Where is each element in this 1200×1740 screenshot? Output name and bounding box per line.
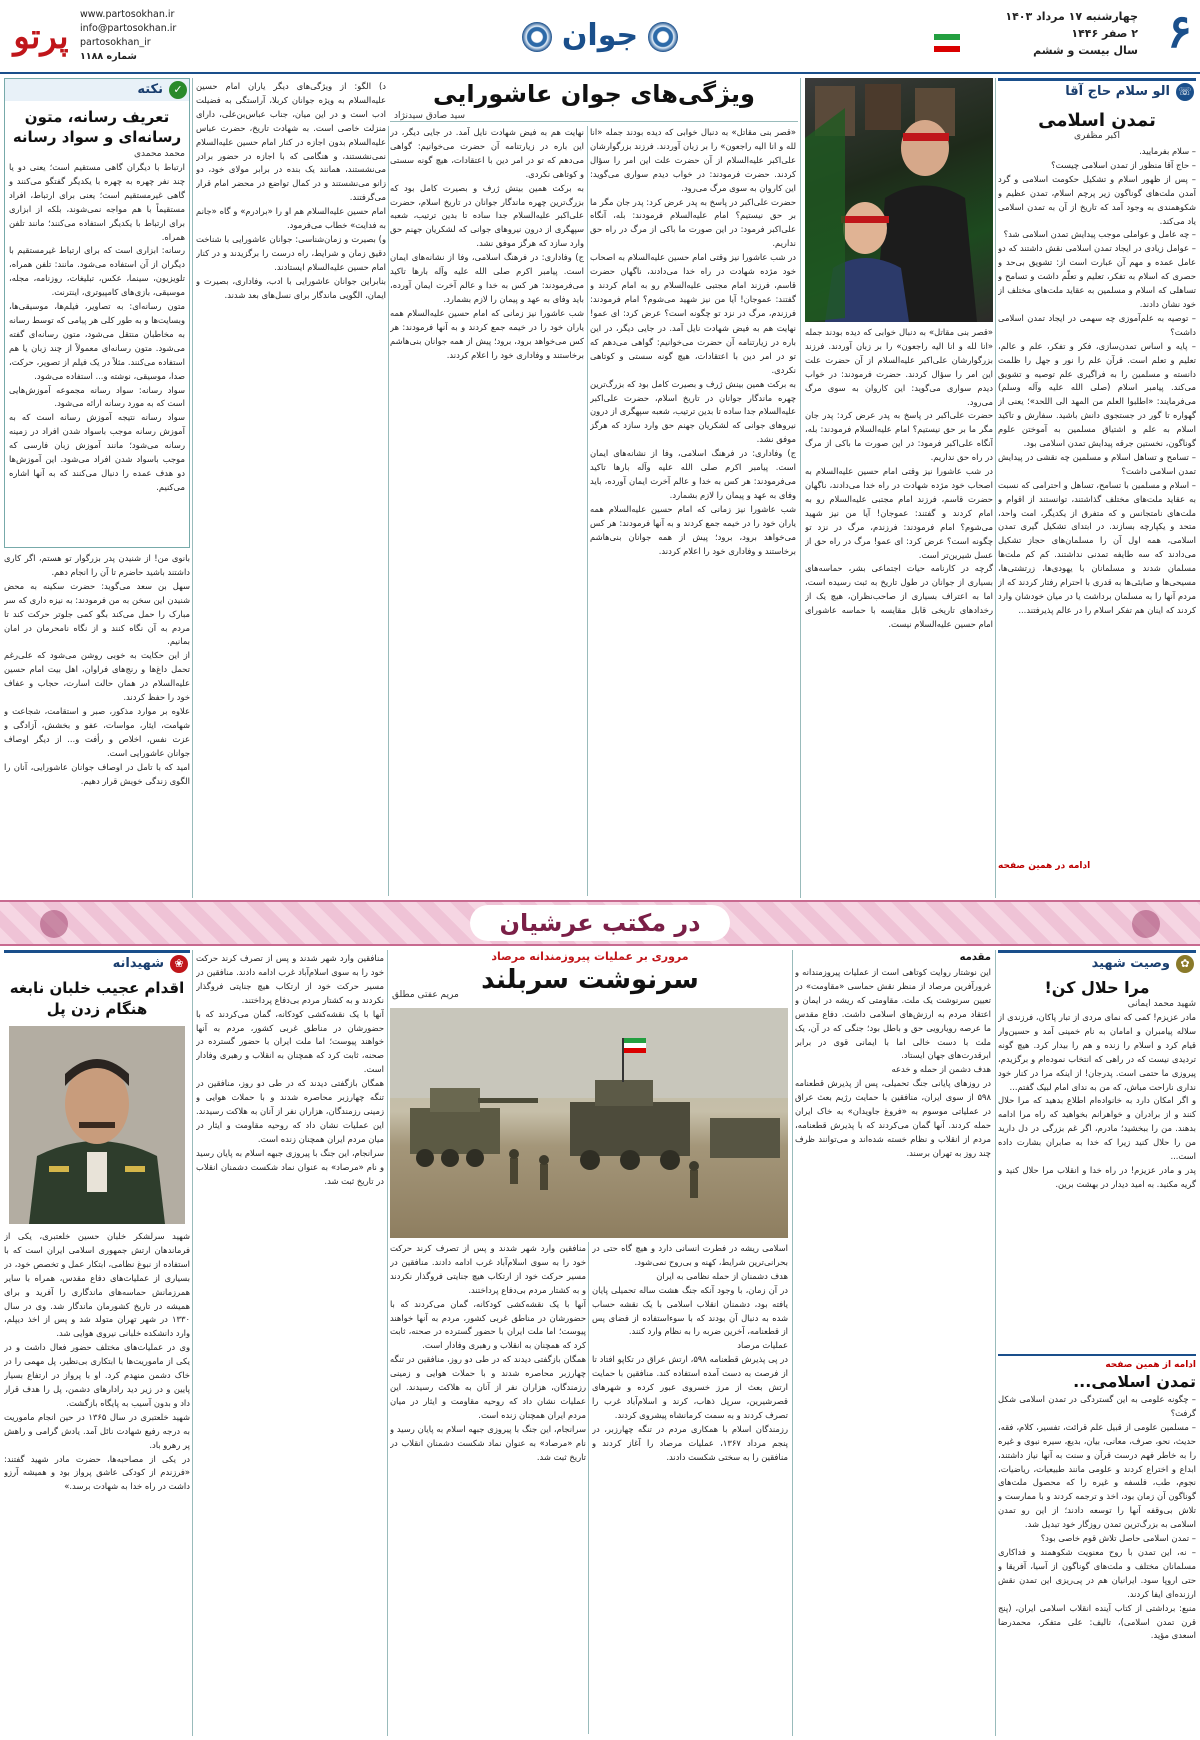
- section-heading: [5, 79, 189, 101]
- page-number: ۶: [1167, 4, 1192, 58]
- sarnevesht-col-b: اسلامی ریشه در فطرت انسانی دارد و هیچ گاه حتی در بحرانی‌ترین شرایط، کهنه و بی‌روح نمی‌شود. هدف دشمنان از حمله نظامی به ایران در آن زمان، با وجود آنکه جنگ هشت ساله تحمیلی پایان یافته بود، دشمنان انقلاب اسلامی با یک نقشه حساب شده به دنبال آن بودند که با سوءاستفاده از فضای پس از قطعنامه، آخرین ضربه را به نظام وارد کنند. عملیات مرصاد در پی پذیرش قطعنامه ۵۹۸، ارتش عراق در تکاپو افتاد تا از فرصت به دست آمده استفاده کند. منافقین با حمایت ارتش بعث از مرز خسروی عبور کرده و شهرهای قصرشیرین، سرپل ذهاب، کرند و اسلام‌آباد غرب را تصرف کردند و به سمت کرمانشاه پیشروی کردند. رزمندگان اسلام با همکاری مردم در تنگه چهارزبر، در پنجم مرداد ۱۳۶۷، عملیات مرصاد را آغاز کردند و منافقین را به سختی شکست دادند.: [592, 1243, 788, 1462]
- main-col-3: د) الگو: از ویژگی‌های دیگر یاران امام حسین علیه‌السلام به ویژه جوانان کربلا، آراستگی به فضیلت ادب است و در این میان، جناب عباس‌بن‌علی، دارای منزلت خاصی است. به شهادت تاریخ، حضرت عباس علیه‌السلام بدون اجازه در کنار امام حسین علیه‌السلام نمی‌نشستند، و هنگامی که با اجازه در حضور برادر می‌نشستند، همانند یک بنده در برابر مولای خود، دو زانو می‌نشستند و در کمال تواضع در محضر امام قرار می‌گرفتند. امام حسین علیه‌السلام هم او را «برادرم» و گاه «جانم به فدایت» خطاب می‌فرمود. و) بصیرت و زمان‌شناسی: جوانان عاشورایی با شناخت دقیق زمان و شرایط، راه درست را برگزیدند و در کنار امام حسین علیه‌السلام ایستادند. بنابراین جوانان عاشورایی با ادب، وفاداری، بصیرت و ایمان، الگویی ماندگار برای نسل‌های بعد شدند.: [196, 81, 386, 300]
- contact-block: [80, 8, 176, 64]
- note-author: محمد محمدی: [133, 149, 185, 159]
- section-label: الو سلام حاج آقا: [1065, 84, 1170, 99]
- sarnevesht-col-a: این نوشتار روایت کوتاهی است از عملیات پیروزمندانه و غرورآفرین مرصاد از منظر نقش حماسی «مقاومت» در تعیین سرنوشت یک ملت. مقاومتی که ریشه در ایمان و اعتقاد مردم به ارزش‌های اسلامی داشت. دفاع مقدس ما عرصه رویارویی حق و باطل بود؛ جنگی که در آن، یک ملت با دست خالی اما با ایمانی قوی در برابر ابرقدرت‌های جهان ایستاد. هدف دشمن از حمله و خدعه در روزهای پایانی جنگ تحمیلی، پس از پذیرش قطعنامه ۵۹۸ از سوی ایران، منافقین با حمایت رژیم بعث عراق در عملیاتی موسوم به «فروغ جاویدان» به خاک ایران حمله کردند. آنها گمان می‌کردند که با پذیرش قطعنامه، مردم از انقلاب و نظام خسته شده‌اند و می‌توانند ظرف چند روز به تهران برسند.: [795, 967, 991, 1158]
- battle-photo: [390, 1008, 788, 1238]
- cont-body: – چگونه علومی به این گستردگی در تمدن اسلامی شکل گرفت؟ – مسلمین علومی از قبیل علم قرائت، تفسیر، کلام، فقه، حدیث، نحو، صرف، معانی، بیان، بدیع، سیره نبوی و غیره را به خاطر فهم درست قرآن و سنت به آنها نیاز داشتند، ابداع و اختراع کردند و علومی مانند طبیعیات، ریاضیات، نجوم، طب، فلسفه و غیره را که محصول ملت‌های گوناگون آن زمان بود، اخذ و ترجمه کردند و با ممارست و تلاش بی‌وقفه آنها را توسعه دادند؛ از این رو تمدن اسلامی به بزرگ‌ترین تمدن روزگار خود تبدیل شد. – تمدن اسلامی حاصل تلاش قوم خاصی بود؟ – نه، این تمدن با روح معنویت شکوهمند و فداکاری مسلمانان مختلف و ملت‌های گوناگون از آسیا، آفریقا و حتی اروپا سود. ایرانیان هم در پی‌ریزی این تمدن نقش ارزنده‌ای ایفا کردند. منبع: برداشتی از کتاب آینده انقلاب اسلامی ایران، (پنج قرن تمدن اسلامی)، تالیف: علی متفکر، محمدرضا اسعدی مؤید.: [998, 1394, 1196, 1641]
- phone-icon: ☏: [1176, 83, 1194, 101]
- shahid-body: شهید سرلشکر خلبان حسین خلعتبری، یکی از فرماندهان ارتش جمهوری اسلامی ایران است که با استفاده از نبوغ نظامی، ابتکار عمل و تخصص خود، در بسیاری از عملیات‌های دفاع مقدس، همراه با سایر همرزمانش حماسه‌های ماندگاری را آفرید و برای همیشه در تاریخ کشورمان ماندگار شد. وی در سال ۱۳۳۰ در شهر تهران متولد شد و پس از اخذ دیپلم، وارد دانشکده خلبانی نیروی هوایی شد. وی در عملیات‌های مختلف حضور فعال داشت و در یکی از ماموریت‌ها با ابتکاری بی‌نظیر، پل مهمی را در خاک دشمن منهدم کرد. او با پرواز در ارتفاع بسیار پایین و در زیر دید رادارهای دشمن، پل را هدف قرار داد و بدون آسیب به پایگاه بازگشت. شهید خلعتبری در سال ۱۳۶۵ در حین انجام ماموریت به درجه رفیع شهادت نائل آمد. یادش گرامی و راهش پر رهرو باد. در یکی از مصاحبه‌ها، حضرت مادر شهید گفتند: «فرزندم از کودکی عاشق پرواز بود و همیشه آرزو داشت در راه خدا به شهادت برسد.»: [4, 1231, 190, 1492]
- sarnevesht-kicker: مروری بر عملیات پیروزمندانه مرصاد: [491, 950, 689, 963]
- main-col-1b-text: «قصر بنی مقاتل» به دنبال خوابی که دیده بودند جمله «انا لله و انا الیه راجعون» را بر زبان آوردند. فرزند بزرگوارشان علی‌اکبر علیه‌السلام از آن حضرت علت این امر را سؤال کردند. حضرت فرمودند: در خواب دیدم سواری می‌گوید: این کاروان به سوی مرگ می‌رود. حضرت علی‌اکبر در پاسخ به پدر عرض کرد: پدر جان مگر ما بر حق نیستیم؟ امام علیه‌السلام فرمودند: بله، آنگاه علی‌اکبر فرمود: در این صورت ما باکی از مرگ در راه حق نداریم. در شب عاشورا نیز وقتی امام حسین علیه‌السلام به اصحاب خود مژده شهادت در راه خدا می‌دادند، ناگهان حضرت قاسم، فرزند امام مجتبی علیه‌السلام رو به امام کردند و گفتند: عموجان! آیا من نیز شهید می‌شوم؟ امام فرمودند: فرزندم، مرگ در نزد تو چگونه است؟ عرض کرد: ای عمو! مرگ در راه حق از عسل شیرین‌تر است. گرچه در کارنامه حیات اجتماعی بشر، حماسه‌های بسیاری از جوانان در طول تاریخ به ثبت رسیده است، اما به اعتراف بسیاری از صاحب‌نظران، هیچ یک از رخدادهای تاریخی قابل مقایسه با حماسه عاشورای امام حسین علیه‌السلام نیست.: [805, 327, 993, 630]
- note-title: تعریف رسانه، متون رسانه‌ای و سواد رسانه: [12, 108, 182, 146]
- check-icon: ✓: [169, 81, 187, 99]
- left-continuation: بانوی من! از شنیدن پدر بزرگوار تو هستم، اگر کاری داشتند باشید حاضرم تا آن را انجام دهم. سهل بن سعد می‌گوید: حضرت سکینه به محض شنیدن این سخن به من فرمودند: به نیزه داری که سر مبارک را حمل می‌کند بگو کمی جلوتر حرکت کند تا مردم به آن نگاه کنند و از نگاه نامحرمان در امان بمانیم. از این حکایت به خوبی روشن می‌شود که علی‌رغم تحمل داغ‌ها و رنج‌های فراوان، اهل بیت امام حسین علیه‌السلام در همان حالت اسارت، حجاب و عفاف خود را حفظ کردند. علاوه بر موارد مذکور، صبر و استقامت، شجاعت و شهامت، ایثار، مواسات، عفو و بخشش، آزادگی و عزت نفس، اخلاص و رأفت و... از دیگر اوصاف جوانان عاشورایی است. امید که با تامل در اوصاف جوانان عاشورایی، آنان را الگوی زندگی خویش قرار دهیم.: [4, 553, 190, 786]
- nokte-column: [4, 78, 190, 548]
- pilot-portrait: [9, 1026, 185, 1224]
- main-col-1b: [805, 326, 993, 896]
- banner-title: در مکتب عرشیان: [470, 905, 730, 941]
- tulip-icon: ❀: [170, 955, 188, 973]
- main-article-title: ویژگی‌های جوان عاشورایی: [433, 80, 755, 108]
- date-block: [1005, 8, 1138, 59]
- intro-label: مقدمه: [959, 952, 991, 963]
- date-line: چهارشنبه ۱۷ مرداد ۱۴۰۳: [1005, 10, 1138, 23]
- cont-tag[interactable]: ادامه از همین صفحه: [1105, 1360, 1196, 1370]
- section-label: وصیت شهید: [1091, 956, 1170, 971]
- main-article-author: سید صادق سیدنژاد: [394, 111, 466, 121]
- insta-handle[interactable]: partosokhan_ir: [80, 37, 151, 48]
- alo-salam-column: [998, 78, 1196, 898]
- section-heading: [998, 78, 1196, 100]
- shahidaneh-column: [4, 950, 190, 1736]
- site-link[interactable]: www.partosokhan.ir: [80, 9, 175, 20]
- continue-note[interactable]: ادامه در همین صفحه: [998, 861, 1091, 871]
- issue-number: شماره ۱۱۸۸: [80, 51, 137, 62]
- article-body: – سلام بفرمایید. – حاج آقا منظور از تمدن اسلامی چیست؟ – پس از ظهور اسلام و تشکیل حکومت اسلامی و گرد آمدن ملت‌های گوناگون زیر پرچم اسلام، تمدن عظیم و شکوهمندی به وجود آمد که تاریخ از آن به تمدن اسلامی یاد می‌کند. – چه عامل و عواملی موجب پیدایش تمدن اسلامی شد؟ – عوامل زیادی در ایجاد تمدن اسلامی نقش داشتند که دو عامل عمده و مهم آن عبارت است از: تشویق بی‌حد و حصری که اسلام به تفکر، تعلیم و تعلّم داشت و تسامح و تساهلی که اسلام و مسلمین به عقاید ملت‌های مختلف از خود نشان دادند. – توصیه به علم‌آموزی چه سهمی در ایجاد تمدن اسلامی داشت؟ – پایه و اساس تمدن‌سازی، فکر و تفکر، علم و عالم، تعلیم و تعلم است. قرآن علم را نور و جهل را ظلمت دانسته و مسلمین را به فراگیری علم توصیه و تشویق می‌کند. پیامبر اسلام (صلی الله علیه وآله وسلم) می‌فرمایند: «اطلبوا العلم من المهد الی اللحد»؛ یعنی از گهواره تا گور در جستجوی دانش باشید. سفارش و تاکید اسلام به علم و اشتیاق مسلمین به آموختن علوم گوناگون، نخستین جرقه پیدایش تمدن اسلامی بود. – تسامح و تساهل اسلام و مسلمین چه نقشی در پیدایش تمدن اسلامی داشت؟ – اسلام و مسلمین با تسامح، تساهل و احترامی که نسبت به عقاید ملت‌های مختلف گذاشتند، توانستند از اقوام و ملت‌های نامتجانس و که متفرق از یکدیگر، امت واحد، متحد و یکپارچه بسازند. در ابتدای تشکیل گیری تمدن اسلامی، همه اول آن را مسلمان‌های حجاز تشکیل می‌دادند که سه طایفه تمدنی نداشتند. کم کم ملت‌ها مسلمان شدند و مسلمانان با یهودی‌ها، زرتشتی‌ها، مسیحی‌ها و صابئی‌ها به قدری با احترام رفتار کردند که از مردم آنها را به مسلمان برداشت یا در میان خودشان وارد کردند که اینان هم تفکر اسلام را در عالم پذیرفتند...: [998, 146, 1196, 615]
- email-link[interactable]: info@partosokhan.ir: [80, 23, 177, 34]
- article-title: تمدن اسلامی: [1038, 110, 1156, 131]
- hijri-line: ۲ صفر ۱۴۴۶: [1071, 27, 1138, 40]
- main-col-2: نهایت هم به فیض شهادت نایل آمد. در جایی دیگر، در این باره در زیارتنامه آن حضرت می‌خوانیم: گواهی می‌دهم که تو در امر دین با اعتقادات، هیچ گونه سستی و کوتاهی نکردی. به برکت همین بینش ژرف و بصیرت کامل بود که بزرگ‌ترین چهره ماندگار جوانان در تاریخ اسلام، حضرت علی‌اکبر علیه‌السلام جدا ساده تا بدین ترتیب، شعبه سپهگری از درون نیروهای جوانی که لشکریان جهنم حق وارد سازد که هرگز موفق نشد. ج) وفاداری: در فرهنگ اسلامی، وفا از نشانه‌های ایمان است. پیامبر اکرم صلی الله علیه وآله بارها تاکید می‌فرمودند: هر کس به خدا و عالم آخرت ایمان آورده، باید وفای به عهد و پیمان را لازم بشمارد. شب عاشورا نیز زمانی که امام حسین علیه‌السلام همه یاران خود را در خیمه جمع کردند و به آنها فرمودند: هر کس می‌خواهد برود، برود؛ پیش از همه جوانان بنی‌هاشم برخاستند و وفاداری خود را اعلام کردند.: [390, 127, 584, 360]
- logo: پرتو: [13, 17, 69, 57]
- banner-icon: [40, 910, 68, 938]
- note-body: ارتباط با دیگران گاهی مستقیم است؛ یعنی دو یا چند نفر چهره به چهره با یکدیگر گفتگو می‌کنند و گاهی غیرمستقیم است؛ یعنی برای ارتباط، افراد مستقیماً با هم مواجه نمی‌شوند، بلکه از ابزاری برای ارتباط با یکدیگر استفاده می‌کنند؛ مانند تلفن همراه. رسانه: ابزاری است که برای ارتباط غیرمستقیم با دیگران از آن استفاده می‌شود. مانند: تلفن همراه، تلویزیون، سینما، عکس، تبلیغات، روزنامه، مجله، موسیقی، بازی‌های کامپیوتری، اینترنت. متون رسانه‌ای: به تصاویر، فیلم‌ها، موسیقی‌ها، وبسایت‌ها و به طور کلی هر پیامی که توسط رسانه به مخاطبان منتقل می‌شود، متون رسانه‌ای گفته می‌شود. متون رسانه‌ای معمولاً از چند زبان یا هم استفاده می‌کنند. مثلاً در یک فیلم از تصویر، حرکت، صدا، موسیقی، نوشته و... استفاده می‌شود. سواد رسانه: سواد رسانه مجموعه آموزش‌هایی است که به مورد رسانه ارائه می‌شود. سواد رسانه نتیجه آموزش رسانه است که به آموزش رسانه موجب باسواد شدن افراد در زمینه رسانه می‌شود؛ مانند آموزش زبان فارسی که موجب باسواد شدن افراد می‌شود. این آموزش‌ها دو هدف عمده را دنبال می‌کنند که به آنها اشاره می‌کنیم.: [9, 162, 185, 492]
- sarnevesht-col-c: منافقین وارد شهر شدند و پس از تصرف کرند حرکت خود را به سوی اسلام‌آباد غرب ادامه دادند. منافقین در مسیر حرکت خود از ارتکاب هیچ جنایتی فروگذار نکردند و به کشتار مردم بی‌دفاع پرداختند. آنها با یک نقشه‌کشی کودکانه، گمان می‌کردند که با حضورشان در مناطق غربی کشور، مردم به آنها خواهند پیوست؛ اما ملت ایران با حضور گسترده در صحنه، ثابت کرد که همچنان به انقلاب و رهبری وفادار است. همگان بازگفتی دیدند که در طی دو روز، منافقین در تنگه چهارزبر محاصره شدند و با حملات هوایی و زمینی رزمندگان، هزاران نفر از آنان به هلاکت رسیدند. این عملیات نشان داد که روحیه مقاومت و ایثار در میان مردم ایران همچنان زنده است. سرانجام، این جنگ با پیروزی جبهه اسلام به پایان رسید و نام «مرصاد» به عنوان نماد شکست دشمنان انقلاب در تاریخ ثبت شد.: [390, 1243, 586, 1462]
- page-header: [0, 0, 1200, 74]
- section-heading: [998, 950, 1196, 972]
- sarnevesht-col-d: منافقین وارد شهر شدند و پس از تصرف کرند حرکت خود را به سوی اسلام‌آباد غرب ادامه دادند. منافقین در مسیر حرکت خود از ارتکاب هیچ جنایتی فروگذار نکردند و به کشتار مردم بی‌دفاع پرداختند. آنها با یک نقشه‌کشی کودکانه، گمان می‌کردند که با حضورشان در مناطق غربی کشور، مردم به آنها خواهند پیوست؛ اما ملت ایران با حضور گسترده در صحنه، ثابت کرد که همچنان به انقلاب و رهبری وفادار است. همگان بازگفتی دیدند که در طی دو روز، منافقین در تنگه چهارزبر محاصره شدند و با حملات هوایی و زمینی رزمندگان، هزاران نفر از آنان به هلاکت رسیدند. این عملیات نشان داد که روحیه مقاومت و ایثار در میان مردم ایران همچنان زنده است. سرانجام، این جنگ با پیروزی جبهه اسلام به پایان رسید و نام «مرصاد» به عنوان نماد شکست دشمنان انقلاب در تاریخ ثبت شد.: [196, 953, 384, 1186]
- main-article-titlebox: [390, 78, 798, 122]
- will-title: مرا حلال کن!: [1044, 978, 1150, 997]
- section-label: نکته: [137, 82, 163, 97]
- banner-icon: [1132, 910, 1160, 938]
- year-line: سال بیست و ششم: [1033, 44, 1138, 57]
- sarnevesht-title: سرنوشت سربلند: [481, 965, 699, 995]
- article-author: اکبر مظفری: [1073, 131, 1121, 141]
- article-photo: [805, 78, 993, 322]
- cont-block: [998, 1354, 1196, 1734]
- section-name: جوان: [561, 18, 639, 53]
- will-author: شهید محمد ایمانی: [1127, 999, 1196, 1009]
- section-heading: [4, 950, 190, 972]
- vasiyat-column: [998, 950, 1196, 1350]
- main-col-1c: [590, 322, 796, 896]
- shahid-title: اقدام عجیب خلبان نابغه هنگام زدن پل: [9, 979, 185, 1018]
- main-col-1c-text: نهایت هم به فیض شهادت نایل آمد. در جایی دیگر، در این باره در زیارتنامه آن حضرت می‌خوانیم: گواهی می‌دهم که تو در امر دین با اعتقادات، هیچ گونه سستی و کوتاهی نکردی. به برکت همین بینش ژرف و بصیرت کامل بود که بزرگ‌ترین چهره ماندگار جوانان در تاریخ اسلام، حضرت علی‌اکبر علیه‌السلام جدا ساده تا بدین ترتیب، شعبه سپهگری از درون نیروهای جوانی که لشکریان جهنم حق وارد سازد که هرگز موفق نشد. ج) وفاداری: در فرهنگ اسلامی، وفا از نشانه‌های ایمان است. پیامبر اکرم صلی الله علیه وآله بارها تاکید می‌فرمودند: هر کس به خدا و عالم آخرت ایمان آورده، باید وفای به عهد و پیمان را لازم بشمارد. شب عاشورا نیز زمانی که امام حسین علیه‌السلام همه یاران خود را در خیمه جمع کردند و به آنها فرمودند: هر کس می‌خواهد برود، برود؛ پیش از همه جوانان بنی‌هاشم برخاستند و وفاداری خود را اعلام کردند.: [590, 323, 796, 556]
- ornament-icon: [522, 22, 552, 52]
- section-label: شهیدانه: [112, 956, 164, 971]
- ornament-icon: [648, 22, 678, 52]
- main-col-1: «قصر بنی مقاتل» به دنبال خوابی که دیده بودند جمله «انا لله و انا الیه راجعون» را بر زبان آوردند. فرزند بزرگوارشان علی‌اکبر علیه‌السلام از آن حضرت علت این امر را سؤال کردند. حضرت فرمودند: در خواب دیدم سواری می‌گوید: این کاروان به سوی مرگ می‌رود. حضرت علی‌اکبر در پاسخ به پدر عرض کرد: پدر جان مگر ما بر حق نیستیم؟ امام علیه‌السلام فرمودند: بله، آنگاه علی‌اکبر فرمود: در این صورت ما باکی از مرگ در راه حق نداریم. در شب عاشورا نیز وقتی امام حسین علیه‌السلام به اصحاب خود مژده شهادت در راه خدا می‌دادند، ناگهان حضرت قاسم، فرزند امام مجتبی علیه‌السلام رو به امام کردند و گفتند: عموجان! آیا من نیز شهید می‌شوم؟ امام فرمودند: فرزندم، مرگ در نزد تو چگونه است؟ عرض کرد: ای عمو!: [590, 127, 796, 318]
- sarnevesht-author: مریم عفتی مطلق: [392, 990, 459, 1000]
- flower-icon: ✿: [1176, 955, 1194, 973]
- section-banner: [0, 900, 1200, 946]
- cont-title: تمدن اسلامی...: [1073, 1372, 1196, 1391]
- header-flag-icon: [934, 34, 960, 52]
- will-body: مادر عزیزم! کمی که نمای مردی از تبار پاکان، فرزندی از سلاله پیامبران و امامان به نام خمینی آمد و حسین‌وار قیام کرد و اسلام را زنده و هم را بیدار کرد. هیچ گونه تردیدی نیست که در راهی که انتخاب نموده‌ام و برگزیدم، پیروزی ما حتمی است. پدرجان! از اینکه مرا در کنار خود نداری ناراحت مباش، که من به ندای امام لبیک گفتم... و اگر امکان دارد به خانواده‌ام اطلاع بدهید که مرا حلال کنند و از برادران و خواهرانم بخواهید که راه مرا ادامه بدهند. من را ببخشید؛ مادرم، اگر غم بزرگی در دل دارید من را حلال کنید زیرا که خدا به صابران بشارت داده است... پدر و مادر عزیزم! در راه خدا و انقلاب مرا حلال کنید و گریه مکنید. به امید دیدار در بهشت برین.: [998, 1012, 1196, 1189]
